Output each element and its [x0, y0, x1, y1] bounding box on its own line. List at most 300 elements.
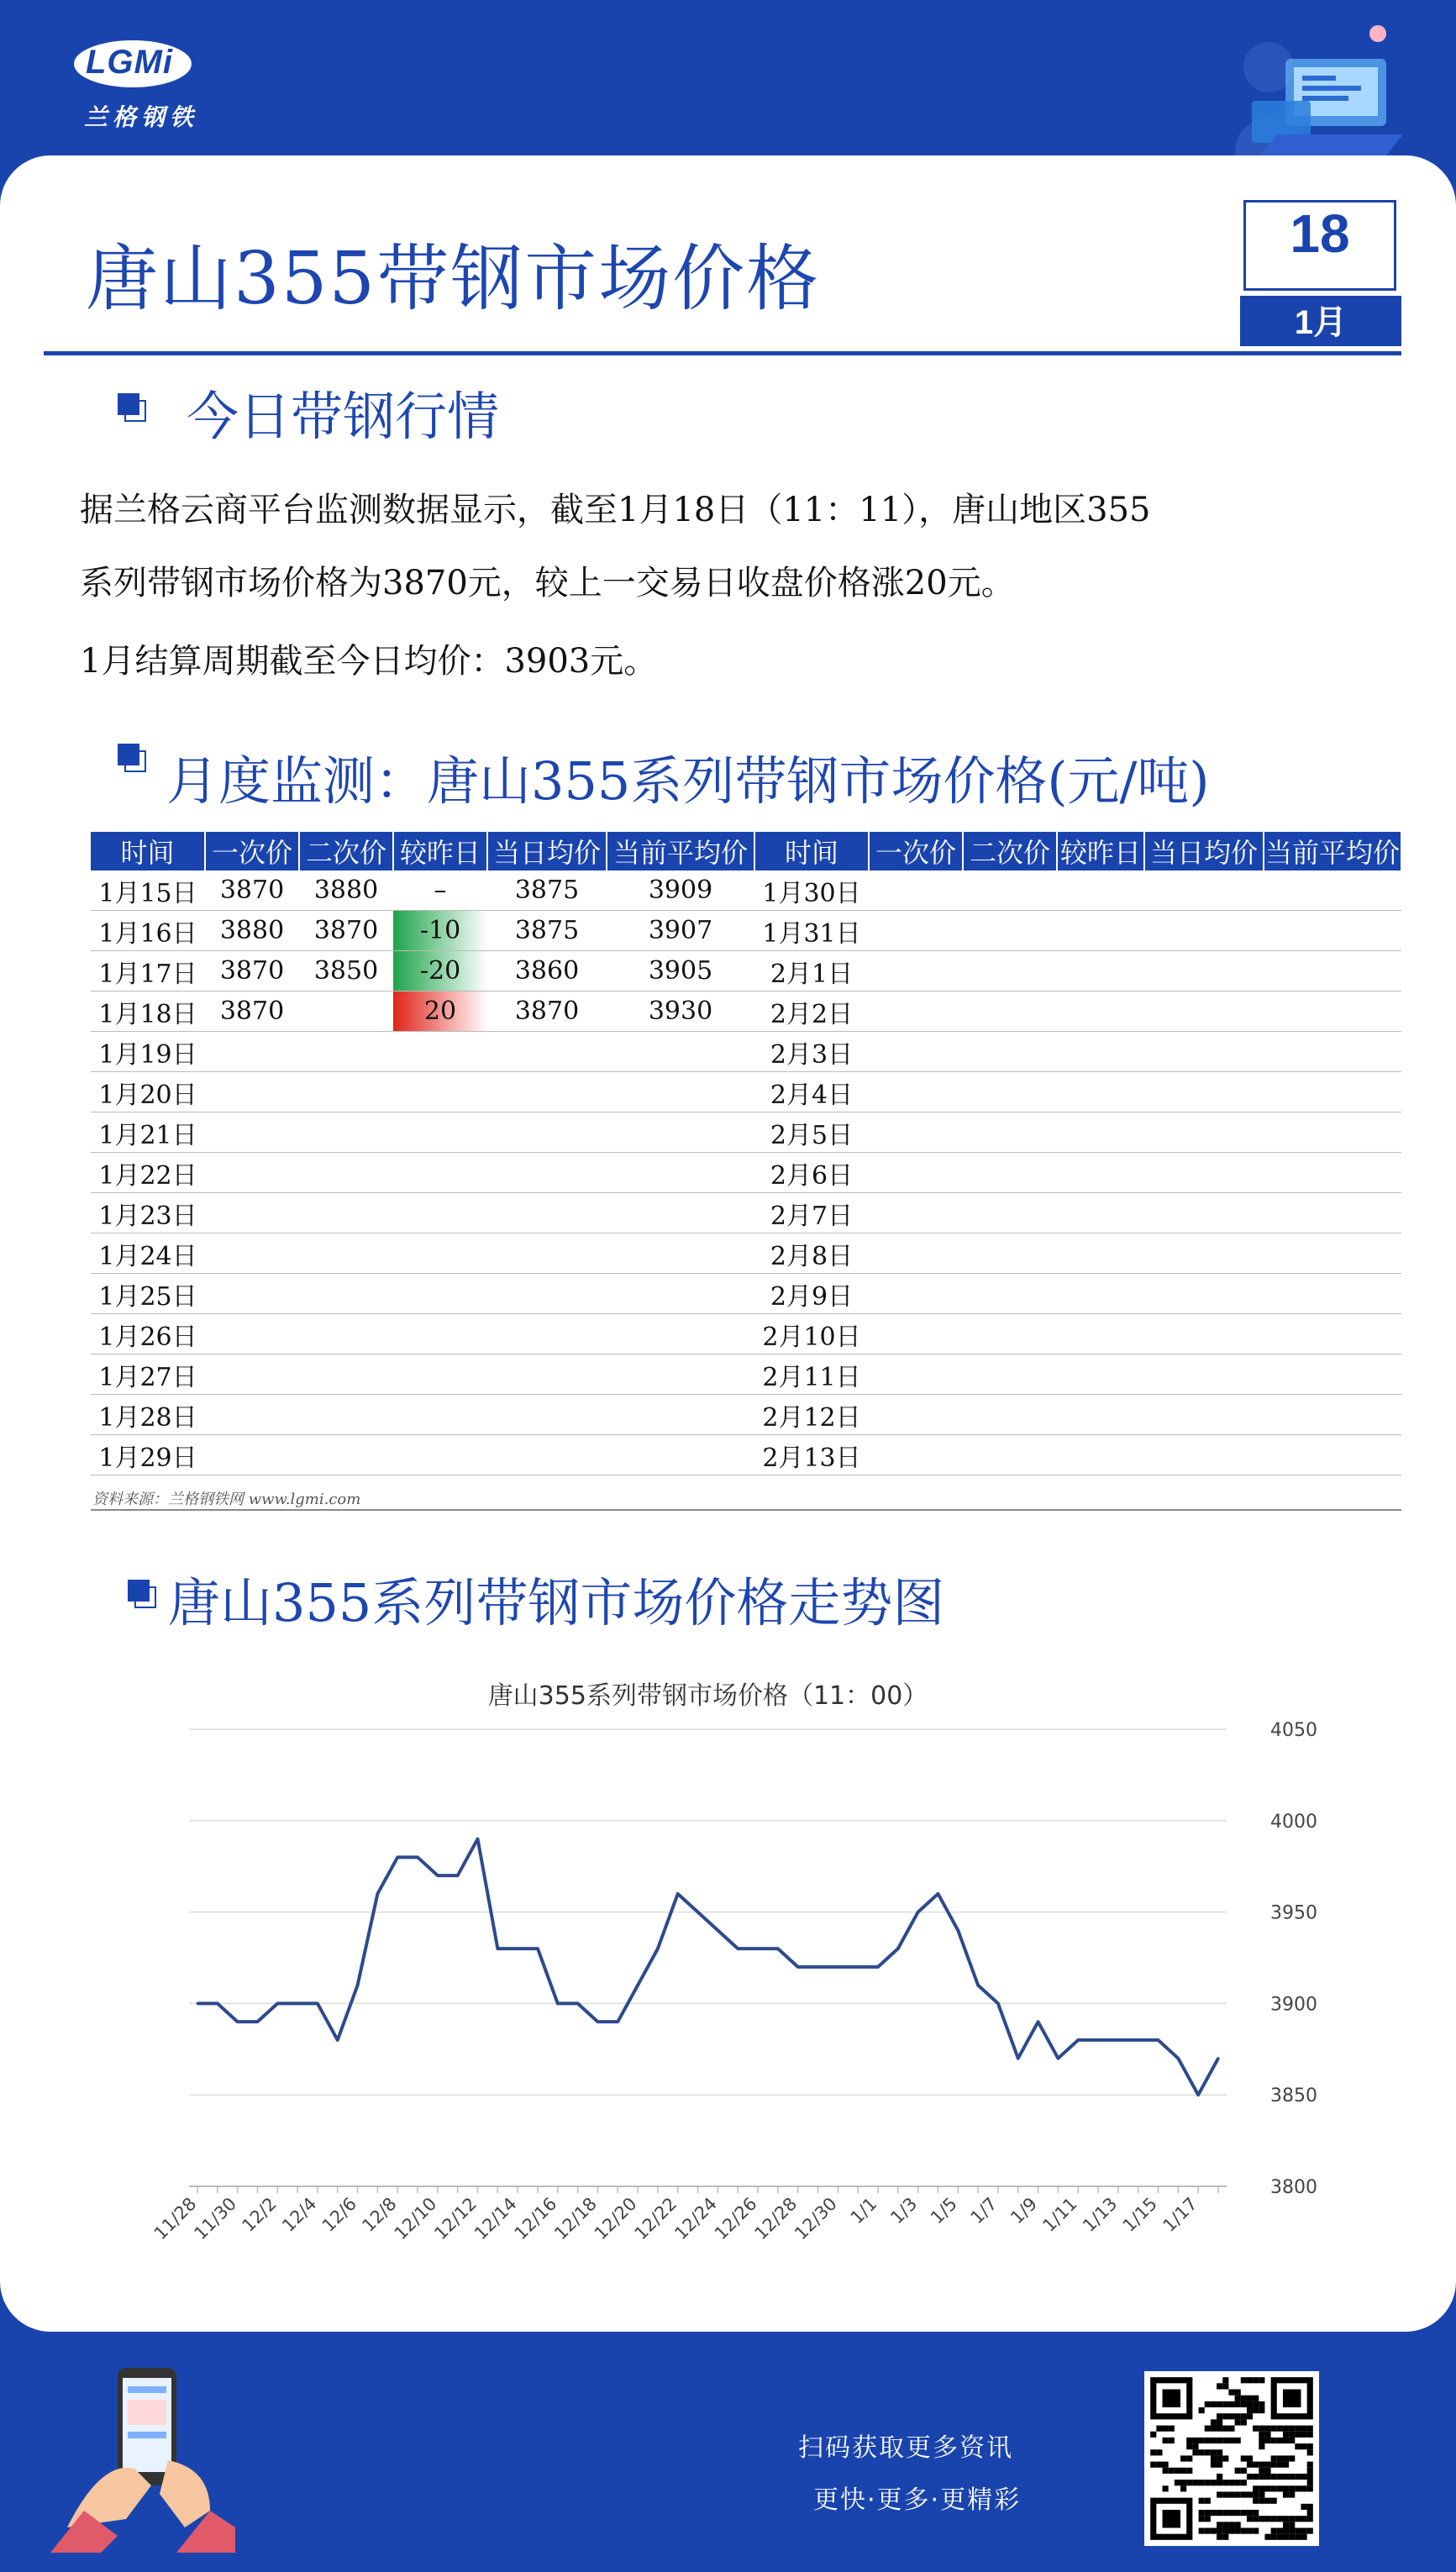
table-cell: 2月10日: [754, 1314, 869, 1354]
y-tick-label: 4000: [1270, 1811, 1317, 1833]
data-point: [316, 2002, 318, 2005]
column-header: 时间: [754, 832, 869, 870]
x-tick-label: 1/1: [846, 2193, 881, 2228]
data-point: [1017, 2057, 1019, 2059]
table-cell: [1057, 1072, 1144, 1112]
table-cell: [1057, 1435, 1144, 1475]
column-header: 一次价: [869, 832, 963, 870]
table-cell: [393, 1032, 487, 1072]
x-tick-label: 12/12: [430, 2193, 481, 2244]
table-row: [91, 1193, 1401, 1233]
table-cell: [1144, 1233, 1264, 1274]
data-point: [937, 1892, 939, 1895]
x-tick-label: 12/22: [630, 2193, 681, 2244]
table-row: [91, 870, 1401, 911]
table-cell: [205, 1193, 299, 1233]
x-tick-label: 11/30: [190, 2193, 241, 2244]
data-point: [1117, 2038, 1119, 2041]
table-cell: 2月2日: [754, 991, 869, 1032]
table-cell: 2月11日: [754, 1354, 869, 1395]
data-point: [256, 2021, 259, 2023]
table-cell: [205, 1233, 299, 1274]
today-average-line: 1月结算周期截至今日均价：3903元。: [80, 642, 658, 681]
table-cell: [607, 1395, 754, 1435]
table-cell: 3870: [205, 870, 299, 911]
table-row: [91, 1112, 1401, 1153]
table-row: [91, 1314, 1401, 1354]
table-cell: [869, 1435, 963, 1475]
date-day: 18: [1243, 200, 1396, 291]
table-cell: [869, 1112, 963, 1153]
table-row: [91, 1233, 1401, 1274]
table-cell: [607, 1032, 754, 1072]
table-cell: [205, 1112, 299, 1153]
table-cell: [393, 1233, 487, 1274]
table-cell: [963, 1233, 1057, 1274]
table-cell: [487, 1274, 607, 1314]
date-month: 1月: [1240, 296, 1401, 346]
data-point: [696, 1911, 699, 1913]
table-cell: [963, 991, 1057, 1032]
table-cell: [393, 1153, 487, 1193]
table-cell: [1144, 1435, 1264, 1475]
table-cell: [963, 1354, 1057, 1395]
data-point: [857, 1965, 859, 1968]
table-cell: 1月22日: [91, 1153, 205, 1193]
table-cell: [869, 1395, 963, 1435]
table-bottom-rule: [91, 1509, 1401, 1511]
table-row: [91, 1032, 1401, 1072]
table-cell: 1月17日: [91, 951, 205, 991]
y-tick-label: 3900: [1270, 1994, 1317, 2016]
table-cell: [1264, 1354, 1401, 1395]
table-cell: [299, 1354, 393, 1395]
table-cell: 1月20日: [91, 1072, 205, 1112]
table-cell: 1月15日: [91, 870, 205, 911]
data-source-note: 资料来源：兰格钢铁网 www.lgmi.com: [92, 1491, 361, 1508]
table-cell: [1264, 870, 1401, 911]
x-tick-label: 1/11: [1038, 2193, 1081, 2236]
y-tick-label: 3950: [1270, 1902, 1317, 1924]
hand-phone-icon: [50, 2359, 235, 2553]
table-cell: 1月16日: [91, 911, 205, 951]
table-cell: [1144, 951, 1264, 991]
data-point: [497, 1948, 499, 1950]
table-cell: [1264, 1153, 1401, 1193]
table-cell: [299, 1112, 393, 1153]
data-point: [737, 1948, 739, 1950]
table-cell: -10: [393, 911, 487, 951]
data-point: [977, 1984, 980, 1986]
table-cell: 2月8日: [754, 1233, 869, 1274]
table-cell: [869, 1032, 963, 1072]
data-point: [676, 1892, 679, 1895]
table-row: [91, 1435, 1401, 1475]
data-point: [456, 1875, 459, 1877]
table-cell: 2月12日: [754, 1395, 869, 1435]
table-cell: [487, 1233, 607, 1274]
table-cell: [299, 1314, 393, 1354]
data-point: [996, 2002, 999, 2005]
x-tick-label: 12/4: [278, 2193, 321, 2236]
x-tick-label: 1/3: [886, 2193, 922, 2228]
data-point: [336, 2038, 339, 2041]
table-cell: [487, 1112, 607, 1153]
table-cell: [1144, 1032, 1264, 1072]
table-cell: [205, 1032, 299, 1072]
table-cell: [607, 1072, 754, 1112]
table-cell: [205, 1354, 299, 1395]
table-cell: [607, 1435, 754, 1475]
section-title-trend: 唐山355系列带钢市场价格走势图: [168, 1572, 945, 1633]
table-row: [91, 1354, 1401, 1395]
x-tick-label: 1/13: [1079, 2193, 1122, 2236]
table-cell: [299, 1032, 393, 1072]
x-tick-label: 1/7: [966, 2193, 1001, 2228]
table-cell: 3905: [607, 951, 754, 991]
x-tick-label: 12/16: [510, 2193, 561, 2244]
table-cell: [607, 1233, 754, 1274]
data-point: [597, 2021, 599, 2023]
table-cell: 3850: [299, 951, 393, 991]
table-cell: [1264, 1072, 1401, 1112]
price-series-line: [197, 1839, 1218, 2096]
table-cell: 1月24日: [91, 1233, 205, 1274]
table-cell: [1057, 951, 1144, 991]
table-cell: [869, 1314, 963, 1354]
table-cell: [393, 1395, 487, 1435]
x-tick-label: 1/5: [926, 2193, 961, 2228]
table-cell: 2月4日: [754, 1072, 869, 1112]
table-cell: 1月25日: [91, 1274, 205, 1314]
table-cell: 3880: [299, 870, 393, 911]
x-tick-label: 12/24: [670, 2193, 721, 2244]
table-cell: [1144, 1395, 1264, 1435]
table-cell: [963, 1435, 1057, 1475]
table-cell: [205, 1395, 299, 1435]
table-cell: 2月1日: [754, 951, 869, 991]
table-cell: [299, 1193, 393, 1233]
column-header: 较昨日: [1057, 832, 1144, 870]
table-cell: [1264, 951, 1401, 991]
table-cell: [869, 951, 963, 991]
table-cell: 1月21日: [91, 1112, 205, 1153]
table-row: [91, 951, 1401, 991]
table-cell: [1264, 1193, 1401, 1233]
table-cell: –: [393, 870, 487, 911]
table-cell: [205, 1153, 299, 1193]
lgmi-logo[interactable]: [74, 34, 200, 134]
table-cell: [1057, 1274, 1144, 1314]
data-point: [276, 2002, 279, 2005]
table-cell: [963, 1274, 1057, 1314]
table-cell: [205, 1435, 299, 1475]
table-cell: [1057, 1233, 1144, 1274]
column-header: 当日均价: [487, 832, 607, 870]
x-tick-label: 12/10: [390, 2193, 441, 2244]
x-tick-label: 12/30: [791, 2193, 841, 2244]
table-cell: 1月18日: [91, 991, 205, 1032]
table-cell: -20: [393, 951, 487, 991]
column-header: 二次价: [963, 832, 1057, 870]
table-cell: [1264, 1435, 1401, 1475]
table-cell: [393, 1314, 487, 1354]
table-cell: 2月3日: [754, 1032, 869, 1072]
table-cell: [487, 1153, 607, 1193]
table-cell: [299, 991, 393, 1032]
table-cell: [1264, 1112, 1401, 1153]
table-cell: 3875: [487, 911, 607, 951]
table-cell: [963, 1193, 1057, 1233]
table-cell: [1264, 1274, 1401, 1314]
data-point: [877, 1965, 880, 1968]
table-cell: 3880: [205, 911, 299, 951]
x-tick-label: 12/14: [470, 2193, 521, 2244]
table-cell: [1057, 1395, 1144, 1435]
table-cell: [393, 1112, 487, 1153]
data-point: [356, 1984, 359, 1986]
table-cell: 3875: [487, 870, 607, 911]
table-cell: [205, 1314, 299, 1354]
data-point: [1217, 2057, 1220, 2059]
table-cell: [869, 991, 963, 1032]
table-cell: 20: [393, 991, 487, 1032]
table-cell: [1264, 1032, 1401, 1072]
table-cell: [1057, 991, 1144, 1032]
table-cell: 3870: [487, 991, 607, 1032]
data-point: [1097, 2038, 1100, 2041]
title-divider: [44, 351, 1401, 355]
logo-subtitle: 兰格钢铁: [84, 103, 199, 131]
table-cell: [963, 1032, 1057, 1072]
data-point: [576, 2002, 579, 2005]
today-paragraph-line2: 系列带钢市场价格为3870元，较上一交易日收盘价格涨20元。: [80, 564, 1015, 602]
table-cell: 3860: [487, 951, 607, 991]
table-cell: [299, 1435, 393, 1475]
table-cell: [299, 1072, 393, 1112]
table-cell: [869, 1354, 963, 1395]
table-cell: [1144, 1274, 1264, 1314]
table-cell: [1264, 1314, 1401, 1354]
table-cell: [487, 1395, 607, 1435]
data-point: [656, 1948, 659, 1950]
table-cell: [1144, 911, 1264, 951]
table-cell: [205, 1072, 299, 1112]
table-cell: 1月28日: [91, 1395, 205, 1435]
table-row: [91, 1274, 1401, 1314]
table-cell: [869, 1072, 963, 1112]
table-cell: [963, 1112, 1057, 1153]
data-point: [837, 1965, 839, 1968]
x-tick-label: 12/6: [318, 2193, 361, 2236]
table-cell: [299, 1274, 393, 1314]
table-cell: [1264, 1233, 1401, 1274]
table-cell: [607, 1153, 754, 1193]
data-point: [757, 1948, 760, 1950]
x-tick-label: 1/9: [1007, 2193, 1042, 2228]
scan-prompt-text: 扫码获取更多资讯: [798, 2433, 1013, 2463]
table-cell: [299, 1395, 393, 1435]
table-cell: [607, 1354, 754, 1395]
page-title: 唐山355带钢市场价格: [86, 237, 821, 321]
data-point: [376, 1892, 379, 1895]
table-cell: [1264, 911, 1401, 951]
table-cell: [869, 1233, 963, 1274]
table-cell: [299, 1233, 393, 1274]
column-header: 当前平均价: [1264, 832, 1401, 870]
table-cell: [393, 1354, 487, 1395]
table-row: [91, 1395, 1401, 1435]
column-header: 二次价: [299, 832, 393, 870]
data-point: [556, 2002, 559, 2005]
table-cell: 3909: [607, 870, 754, 911]
data-point: [796, 1965, 799, 1968]
data-point: [917, 1911, 919, 1913]
section-square-icon: [118, 744, 146, 772]
data-point: [1037, 2021, 1039, 2023]
table-cell: 3907: [607, 911, 754, 951]
table-cell: 1月23日: [91, 1193, 205, 1233]
column-header: 一次价: [205, 832, 299, 870]
table-cell: 1月30日: [754, 870, 869, 911]
column-header: 当日均价: [1144, 832, 1264, 870]
table-cell: 2月9日: [754, 1274, 869, 1314]
x-tick-label: 12/28: [750, 2193, 802, 2244]
table-cell: [1057, 1193, 1144, 1233]
data-point: [1197, 2094, 1200, 2096]
table-body: [91, 870, 1401, 1475]
table-cell: [1144, 1153, 1264, 1193]
table-cell: [393, 1274, 487, 1314]
x-tick-label: 12/26: [710, 2193, 761, 2244]
qr-code-icon[interactable]: [1144, 2371, 1319, 2546]
table-cell: [607, 1314, 754, 1354]
today-paragraph-line1: 据兰格云商平台监测数据显示，截至1月18日（11：11），唐山地区355: [80, 491, 1151, 529]
price-trend-chart: [109, 1672, 1317, 2277]
table-cell: [393, 1072, 487, 1112]
table-cell: [393, 1193, 487, 1233]
table-cell: [869, 1153, 963, 1193]
data-point: [617, 2021, 619, 2023]
data-point: [1137, 2038, 1139, 2041]
table-row: [91, 991, 1401, 1032]
table-cell: [1057, 870, 1144, 911]
table-cell: [963, 1395, 1057, 1435]
x-tick-label: 12/8: [358, 2193, 401, 2236]
chart-title: 唐山355系列带钢市场价格（11：00）: [487, 1681, 928, 1711]
x-tick-label: 12/2: [238, 2193, 281, 2236]
section-square-icon: [118, 393, 146, 422]
table-cell: 1月19日: [91, 1032, 205, 1072]
table-cell: [1144, 1072, 1264, 1112]
table-cell: [1057, 1032, 1144, 1072]
table-cell: 3930: [607, 991, 754, 1032]
section-square-icon: [128, 1580, 156, 1608]
data-point: [297, 2002, 299, 2005]
table-cell: [487, 1354, 607, 1395]
data-point: [717, 1929, 719, 1932]
table-cell: [1264, 991, 1401, 1032]
table-cell: [1264, 1395, 1401, 1435]
table-cell: [1057, 911, 1144, 951]
data-point: [417, 1856, 419, 1859]
x-tick-label: 1/17: [1159, 2193, 1201, 2236]
table-cell: [1144, 1314, 1264, 1354]
data-point: [216, 2002, 218, 2005]
table-row: [91, 1153, 1401, 1193]
column-header: 当前平均价: [607, 832, 754, 870]
table-cell: [963, 1072, 1057, 1112]
table-cell: [487, 1193, 607, 1233]
data-point: [236, 2021, 239, 2023]
table-cell: [487, 1032, 607, 1072]
table-cell: [963, 870, 1057, 911]
table-cell: [607, 1112, 754, 1153]
table-cell: [1144, 991, 1264, 1032]
data-point: [1077, 2038, 1080, 2041]
table-cell: [607, 1193, 754, 1233]
table-cell: [1057, 1112, 1144, 1153]
table-cell: [1057, 1153, 1144, 1193]
table-header-row: [91, 832, 1401, 870]
table-cell: [205, 1274, 299, 1314]
table-cell: 2月6日: [754, 1153, 869, 1193]
data-point: [637, 1984, 639, 1986]
table-cell: [607, 1274, 754, 1314]
data-point: [436, 1875, 439, 1877]
y-tick-label: 4050: [1270, 1720, 1317, 1741]
table-row: [91, 911, 1401, 951]
table-cell: 2月7日: [754, 1193, 869, 1233]
x-tick-label: 1/15: [1118, 2193, 1162, 2236]
table-row: [91, 1072, 1401, 1112]
x-tick-label: 12/18: [550, 2193, 602, 2244]
table-cell: [869, 1193, 963, 1233]
table-cell: [963, 1153, 1057, 1193]
section-title-today: 今日带钢行情: [187, 386, 500, 447]
table-cell: [1144, 870, 1264, 911]
data-point: [1057, 2057, 1059, 2059]
table-cell: [487, 1314, 607, 1354]
data-point: [537, 1948, 539, 1950]
column-header: 较昨日: [393, 832, 487, 870]
column-header: 时间: [91, 832, 205, 870]
data-point: [397, 1856, 399, 1859]
section-title-monthly: 月度监测：唐山355系列带钢市场价格(元/吨): [166, 750, 1210, 812]
table-cell: [963, 951, 1057, 991]
table-cell: [393, 1435, 487, 1475]
data-point: [517, 1948, 519, 1950]
y-tick-label: 3800: [1270, 2177, 1317, 2198]
y-tick-label: 3850: [1270, 2085, 1317, 2107]
table-cell: 1月27日: [91, 1354, 205, 1395]
table-cell: [1144, 1112, 1264, 1153]
table-cell: 1月29日: [91, 1435, 205, 1475]
x-tick-label: 11/28: [150, 2193, 201, 2244]
table-cell: [1057, 1354, 1144, 1395]
data-point: [896, 1948, 899, 1950]
table-cell: 3870: [205, 991, 299, 1032]
table-cell: 3870: [299, 911, 393, 951]
table-cell: [963, 911, 1057, 951]
scan-slogan-text: 更快·更多·更精彩: [813, 2485, 1022, 2515]
data-point: [1157, 2038, 1159, 2041]
monthly-price-table: [91, 832, 1402, 1475]
table-cell: [1057, 1314, 1144, 1354]
table-cell: [963, 1314, 1057, 1354]
table-cell: 2月13日: [754, 1435, 869, 1475]
data-point: [776, 1948, 779, 1950]
